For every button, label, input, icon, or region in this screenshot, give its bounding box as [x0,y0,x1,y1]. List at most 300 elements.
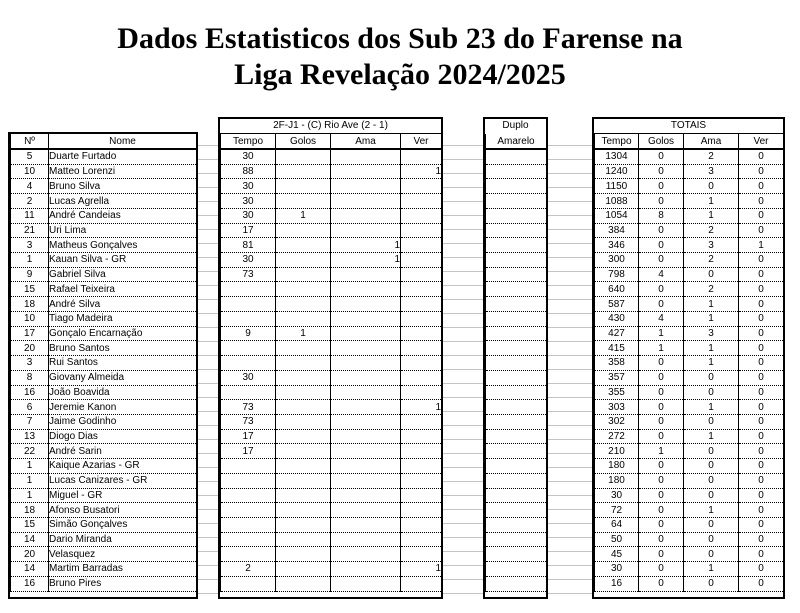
player-number: 8 [11,370,49,385]
total-golos: 4 [639,311,684,326]
match-row [221,400,442,415]
player-row [11,179,197,194]
total-ama: 0 [684,267,739,282]
duplo-cell [486,370,547,385]
total-ver: 0 [739,194,784,209]
player-name: Lucas Canizares - GR [49,473,197,488]
total-ver: 0 [739,223,784,238]
duplo-row [486,341,547,356]
duplo-row [486,238,547,253]
player-name: Simão Gonçalves [49,517,197,532]
total-tempo: 1150 [595,179,639,194]
duplo-row [486,356,547,371]
player-number: 14 [11,532,49,547]
total-ama: 2 [684,223,739,238]
match-tempo [221,385,276,400]
col-header-num: Nº [11,134,49,149]
match-tempo [221,503,276,518]
match-ver [401,444,442,459]
totals-col-tempo: Tempo [595,134,639,149]
match-row [221,517,442,532]
match-block [218,117,443,599]
match-ver [401,341,442,356]
match-tempo [221,547,276,562]
totals-row [595,370,784,385]
player-number: 15 [11,282,49,297]
match-golos [276,547,331,562]
total-ver: 0 [739,503,784,518]
duplo-row [486,370,547,385]
match-ver [401,473,442,488]
total-ama: 1 [684,429,739,444]
player-number: 16 [11,576,49,591]
player-number: 21 [11,223,49,238]
total-ver: 0 [739,532,784,547]
duplo-row [486,164,547,179]
player-row [11,282,197,297]
player-number: 15 [11,517,49,532]
match-tempo: 17 [221,444,276,459]
total-ama: 1 [684,311,739,326]
total-ver: 0 [739,400,784,415]
duplo-cell [486,267,547,282]
duplo-cell [486,547,547,562]
duplo-row [486,547,547,562]
match-row [221,164,442,179]
match-ver: 1 [401,562,442,577]
player-name: Rui Santos [49,356,197,371]
duplo-row [486,576,547,591]
match-golos [276,179,331,194]
totals-row [595,164,784,179]
total-golos: 0 [639,253,684,268]
duplo-cell [486,238,547,253]
player-row [11,400,197,415]
match-golos [276,459,331,474]
player-name: Martim Barradas [49,562,197,577]
match-golos [276,385,331,400]
match-ama [331,547,401,562]
match-ver [401,223,442,238]
player-row [11,164,197,179]
totals-row [595,223,784,238]
player-number: 17 [11,326,49,341]
match-ama [331,400,401,415]
total-tempo: 30 [595,562,639,577]
duplo-cell [486,326,547,341]
duplo-cell [486,297,547,312]
totals-block [592,117,785,599]
duplo-line1: Duplo [502,120,529,131]
player-name: Matheus Gonçalves [49,238,197,253]
player-name: João Boavida [49,385,197,400]
total-golos: 0 [639,562,684,577]
match-golos [276,414,331,429]
match-table [220,134,442,592]
player-number: 10 [11,164,49,179]
match-tempo: 30 [221,253,276,268]
match-ama [331,444,401,459]
totals-row [595,179,784,194]
duplo-row [486,311,547,326]
player-row [11,223,197,238]
total-tempo: 798 [595,267,639,282]
total-ama: 0 [684,473,739,488]
duplo-cell [486,532,547,547]
total-golos: 0 [639,547,684,562]
match-ver [401,149,442,164]
duplo-cell [486,282,547,297]
duplo-row [486,253,547,268]
total-ver: 0 [739,385,784,400]
total-golos: 0 [639,517,684,532]
player-number: 1 [11,253,49,268]
total-ver: 0 [739,311,784,326]
duplo-row [486,473,547,488]
total-tempo: 300 [595,253,639,268]
player-row [11,547,197,562]
match-row [221,547,442,562]
match-row [221,179,442,194]
player-number: 5 [11,149,49,164]
match-tempo [221,576,276,591]
match-tempo: 73 [221,414,276,429]
match-golos [276,223,331,238]
duplo-row [486,444,547,459]
match-golos [276,532,331,547]
duplo-cell [486,562,547,577]
player-number: 1 [11,488,49,503]
match-ama [331,208,401,223]
duplo-cell [486,149,547,164]
total-ver: 0 [739,488,784,503]
match-col-tempo: Tempo [221,134,276,149]
total-ver: 0 [739,370,784,385]
player-row [11,326,197,341]
player-row [11,208,197,223]
match-row [221,223,442,238]
duplo-row [486,194,547,209]
total-ama: 1 [684,562,739,577]
total-ver: 0 [739,267,784,282]
match-tempo [221,488,276,503]
match-golos [276,370,331,385]
totals-col-ver: Ver [739,134,784,149]
player-row [11,267,197,282]
match-ver [401,414,442,429]
total-tempo: 45 [595,547,639,562]
total-tempo: 16 [595,576,639,591]
totals-row [595,311,784,326]
total-golos: 0 [639,488,684,503]
match-row [221,429,442,444]
total-tempo: 358 [595,356,639,371]
duplo-cell [486,517,547,532]
match-ver [401,208,442,223]
total-golos: 0 [639,576,684,591]
page-subtitle: Liga Revelação 2024/2025 [234,58,566,91]
match-ama [331,576,401,591]
total-tempo: 357 [595,370,639,385]
total-tempo: 430 [595,311,639,326]
match-golos [276,576,331,591]
total-golos: 0 [639,459,684,474]
match-ver [401,429,442,444]
player-row [11,576,197,591]
duplo-row [486,429,547,444]
player-name: Miguel - GR [49,488,197,503]
match-golos [276,356,331,371]
match-golos: 1 [276,208,331,223]
duplo-table [485,134,547,592]
totals-row [595,444,784,459]
match-golos [276,400,331,415]
total-ver: 0 [739,459,784,474]
match-tempo: 30 [221,149,276,164]
match-row [221,194,442,209]
match-ama [331,179,401,194]
match-ver [401,297,442,312]
match-tempo: 30 [221,179,276,194]
total-ama: 0 [684,370,739,385]
total-tempo: 180 [595,473,639,488]
player-name: Tiago Madeira [49,311,197,326]
match-ver [401,503,442,518]
match-ama [331,149,401,164]
duplo-row [486,149,547,164]
player-row [11,414,197,429]
match-ver [401,311,442,326]
total-ver: 0 [739,282,784,297]
match-tempo [221,356,276,371]
match-ver [401,238,442,253]
duplo-line2: Amarelo [486,134,547,149]
total-tempo: 427 [595,326,639,341]
total-ver: 0 [739,164,784,179]
match-ver [401,253,442,268]
duplo-cell [486,164,547,179]
match-row [221,356,442,371]
player-name: Bruno Silva [49,179,197,194]
player-number: 13 [11,429,49,444]
player-row [11,459,197,474]
player-number: 1 [11,473,49,488]
total-tempo: 180 [595,459,639,474]
match-col-golos: Golos [276,134,331,149]
separator-dots [548,132,592,599]
match-ama: 1 [331,238,401,253]
total-golos: 0 [639,356,684,371]
match-col-ama: Ama [331,134,401,149]
match-ver [401,267,442,282]
total-ver: 0 [739,356,784,371]
player-name: Rafael Teixeira [49,282,197,297]
total-ama: 2 [684,282,739,297]
player-name: Jeremie Kanon [49,400,197,415]
total-tempo: 1088 [595,194,639,209]
total-tempo: 415 [595,341,639,356]
player-row [11,311,197,326]
match-ver [401,385,442,400]
player-name: Kauan Silva - GR [49,253,197,268]
match-row [221,149,442,164]
match-tempo: 9 [221,326,276,341]
match-ama: 1 [331,253,401,268]
match-golos [276,488,331,503]
total-golos: 0 [639,297,684,312]
duplo-cell [486,179,547,194]
duplo-cell [486,385,547,400]
duplo-row [486,562,547,577]
duplo-row [486,532,547,547]
match-ama [331,326,401,341]
player-name: Matteo Lorenzi [49,164,197,179]
player-name: Bruno Pires [49,576,197,591]
duplo-cell [486,400,547,415]
match-golos [276,503,331,518]
player-name: Gabriel Silva [49,267,197,282]
match-golos [276,517,331,532]
total-ama: 0 [684,547,739,562]
match-ver: 1 [401,164,442,179]
match-tempo: 30 [221,370,276,385]
match-ama [331,223,401,238]
totals-row [595,341,784,356]
match-golos [276,282,331,297]
totals-col-ama: Ama [684,134,739,149]
match-ama [331,414,401,429]
totals-col-golos: Golos [639,134,684,149]
total-tempo: 640 [595,282,639,297]
totals-row [595,562,784,577]
duplo-row [486,400,547,415]
total-tempo: 303 [595,400,639,415]
duplo-row [486,267,547,282]
match-row [221,444,442,459]
total-golos: 0 [639,223,684,238]
match-ama [331,341,401,356]
player-row [11,149,197,164]
total-golos: 0 [639,400,684,415]
total-ver: 0 [739,326,784,341]
player-name: Bruno Santos [49,341,197,356]
totals-row [595,149,784,164]
total-ama: 0 [684,444,739,459]
match-tempo: 81 [221,238,276,253]
match-tempo [221,311,276,326]
total-golos: 0 [639,370,684,385]
match-golos [276,149,331,164]
totals-row [595,429,784,444]
match-ver [401,576,442,591]
total-ama: 1 [684,503,739,518]
total-ver: 1 [739,238,784,253]
player-number: 4 [11,179,49,194]
separator-dots [443,132,483,599]
player-number: 22 [11,444,49,459]
player-number: 16 [11,385,49,400]
player-row [11,370,197,385]
match-tempo [221,517,276,532]
total-golos: 0 [639,194,684,209]
totals-row [595,517,784,532]
player-name: Kaique Azarias - GR [49,459,197,474]
total-ama: 0 [684,385,739,400]
match-ama [331,164,401,179]
duplo-cell [486,356,547,371]
match-tempo: 88 [221,164,276,179]
match-ama [331,297,401,312]
total-golos: 0 [639,282,684,297]
total-ama: 0 [684,414,739,429]
totals-row [595,400,784,415]
match-row [221,503,442,518]
player-row [11,429,197,444]
total-tempo: 302 [595,414,639,429]
duplo-cell [486,194,547,209]
match-row [221,238,442,253]
match-tempo: 17 [221,429,276,444]
player-number: 18 [11,503,49,518]
match-tempo: 73 [221,267,276,282]
player-row [11,253,197,268]
match-tempo: 17 [221,223,276,238]
match-tempo [221,297,276,312]
total-ama: 0 [684,517,739,532]
total-golos: 0 [639,473,684,488]
player-row [11,356,197,371]
total-ver: 0 [739,253,784,268]
duplo-cell [486,223,547,238]
total-golos: 0 [639,149,684,164]
duplo-row [486,208,547,223]
totals-row [595,503,784,518]
player-name: Diogo Dias [49,429,197,444]
match-tempo: 2 [221,562,276,577]
match-row [221,326,442,341]
match-ama [331,459,401,474]
player-name: Jaime Godinho [49,414,197,429]
duplo-row [486,326,547,341]
match-row [221,253,442,268]
player-row [11,532,197,547]
match-ver [401,179,442,194]
player-number: 20 [11,547,49,562]
player-row [11,473,197,488]
duplo-block [483,117,548,599]
match-golos [276,311,331,326]
total-ama: 1 [684,208,739,223]
total-ama: 2 [684,149,739,164]
totals-row [595,253,784,268]
match-ama [331,517,401,532]
player-number: 18 [11,297,49,312]
player-name: Afonso Busatori [49,503,197,518]
duplo-cell [486,576,547,591]
match-ama [331,356,401,371]
total-golos: 4 [639,267,684,282]
total-tempo: 210 [595,444,639,459]
total-ama: 0 [684,459,739,474]
total-ama: 1 [684,341,739,356]
match-row [221,341,442,356]
totals-row [595,532,784,547]
totals-row [595,208,784,223]
match-golos [276,473,331,488]
match-row [221,282,442,297]
player-name: Gonçalo Encarnação [49,326,197,341]
duplo-row [486,223,547,238]
